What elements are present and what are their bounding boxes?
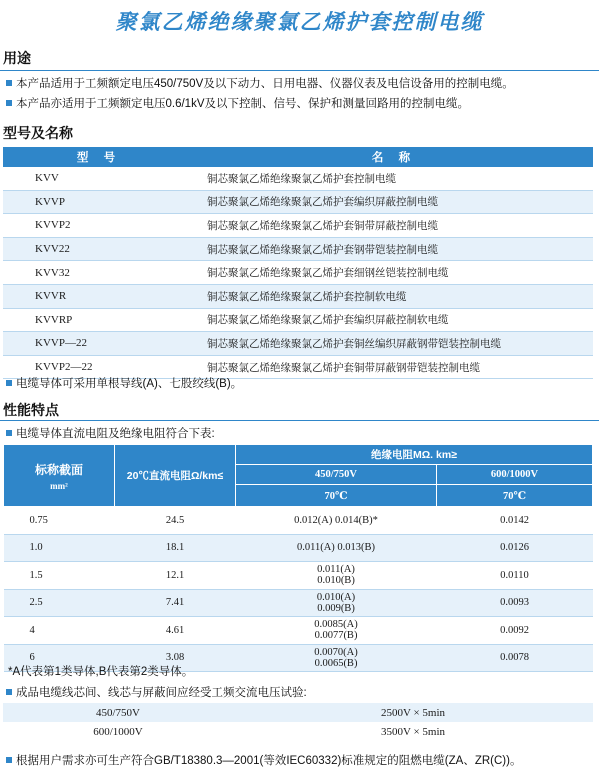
insulation-cell-600: 0.0126 bbox=[437, 534, 593, 562]
section-cell: 1.5 bbox=[4, 562, 115, 590]
insulation-value: 0.009(B) bbox=[317, 602, 355, 614]
temp-header-2: 70℃ bbox=[437, 485, 593, 507]
model-table bbox=[3, 147, 593, 379]
insulation-value: 0.010(B) bbox=[317, 575, 355, 587]
insulation-cell-600: 0.0093 bbox=[437, 589, 593, 617]
name-cell: 铜芯聚氯乙烯绝缘聚氯乙烯护套钢带铠装控制电缆 bbox=[195, 237, 593, 261]
name-cell: 铜芯聚氯乙烯绝缘聚氯乙烯护套编织屏蔽控制电缆 bbox=[195, 190, 593, 214]
section-header bbox=[4, 445, 115, 507]
performance-intro-text: 电缆导体直流电阻及绝缘电阻符合下表: bbox=[16, 428, 215, 440]
section-header-label: 标称截面 bbox=[34, 462, 83, 477]
insulation-value: 0.010(A) bbox=[316, 591, 356, 603]
insulation-cell-450 bbox=[236, 644, 437, 672]
model-cell: KVVRP bbox=[3, 308, 195, 332]
section-cell: 1.0 bbox=[4, 534, 115, 562]
square-bullet-icon bbox=[6, 80, 12, 86]
rated-voltage-cell: 600/1000V bbox=[93, 725, 143, 738]
test-voltage-cell: 2500V × 5min bbox=[233, 703, 593, 722]
performance-intro bbox=[6, 425, 215, 441]
insulation-header: 绝缘电阻MΩ. km≥ bbox=[236, 445, 593, 465]
usage-heading: 用途 bbox=[3, 50, 31, 66]
temp-header-1: 70℃ bbox=[236, 485, 437, 507]
page-title: 聚氯乙烯绝缘聚氯乙烯护套控制电缆 bbox=[115, 11, 484, 34]
table-row bbox=[3, 722, 593, 741]
name-column-header: 名 称 bbox=[195, 147, 593, 167]
voltage-intro-text: 成品电缆线芯间、线芯与屏蔽间应经受工频交流电压试验: bbox=[16, 687, 307, 699]
conductor-note bbox=[6, 375, 242, 391]
square-bullet-icon bbox=[6, 689, 12, 695]
section-cell: 2.5 bbox=[4, 589, 115, 617]
insulation-value: 0.0065(B) bbox=[314, 657, 358, 669]
model-cell: KVV22 bbox=[3, 237, 195, 261]
performance-rule bbox=[0, 420, 599, 421]
square-bullet-icon bbox=[6, 100, 12, 106]
usage-item bbox=[6, 95, 469, 111]
insulation-cell-450 bbox=[236, 534, 437, 562]
dc-cell: 3.08 bbox=[115, 644, 236, 672]
table-row bbox=[3, 703, 593, 722]
table-row bbox=[4, 617, 593, 645]
insulation-cell-600: 0.0092 bbox=[437, 617, 593, 645]
insulation-value: 0.0077(B) bbox=[314, 630, 358, 642]
table-row bbox=[4, 562, 593, 590]
insulation-cell-450 bbox=[236, 617, 437, 645]
voltage-600-header: 600/1000V bbox=[437, 465, 593, 485]
model-cell: KVV32 bbox=[3, 261, 195, 285]
voltage-intro bbox=[6, 684, 307, 700]
test-voltage-cell: 3500V × 5min bbox=[380, 725, 446, 738]
resistance-table bbox=[3, 444, 593, 672]
dc-resistance-header: 20℃直流电阻Ω/km≤ bbox=[115, 445, 236, 507]
usage-item-text: 本产品适用于工频额定电压450/750V及以下动力、日用电器、仪器仪表及电信设备用的控制电缆。 bbox=[16, 78, 514, 90]
table-row bbox=[3, 237, 593, 261]
insulation-value: 0.0085(A) bbox=[314, 619, 358, 631]
insulation-cell-450 bbox=[236, 507, 437, 535]
closing-note-text: 根据用户需求亦可生产符合GB/T18380.3—2001(等效IEC60332)标准规定的阻燃电缆(ZA、ZR(C))。 bbox=[16, 755, 522, 767]
dc-cell: 7.41 bbox=[115, 589, 236, 617]
insulation-cell-600: 0.0142 bbox=[437, 507, 593, 535]
model-cell: KVVP2 bbox=[3, 214, 195, 238]
performance-heading: 性能特点 bbox=[3, 402, 59, 418]
table-row bbox=[3, 261, 593, 285]
table-row bbox=[3, 167, 593, 190]
table-row bbox=[3, 214, 593, 238]
model-cell: KVVP2—22 bbox=[3, 355, 195, 379]
usage-item bbox=[6, 75, 514, 91]
voltage-450-header: 450/750V bbox=[236, 465, 437, 485]
dc-cell: 4.61 bbox=[115, 617, 236, 645]
name-cell: 铜芯聚氯乙烯绝缘聚氯乙烯护套编织屏蔽控制软电缆 bbox=[195, 308, 593, 332]
insulation-value: 0.0070(A) bbox=[314, 646, 358, 658]
name-cell: 铜芯聚氯乙烯绝缘聚氯乙烯护套细钢丝铠装控制电缆 bbox=[195, 261, 593, 285]
model-cell: KVVP bbox=[3, 190, 195, 214]
insulation-value: 0.011(A) bbox=[317, 564, 355, 576]
voltage-test-table bbox=[3, 703, 593, 741]
name-cell: 铜芯聚氯乙烯绝缘聚氯乙烯护套控制软电缆 bbox=[195, 284, 593, 308]
table-row bbox=[3, 332, 593, 356]
name-cell: 铜芯聚氯乙烯绝缘聚氯乙烯护套铜丝编织屏蔽钢带铠装控制电缆 bbox=[195, 332, 593, 356]
name-cell: 铜芯聚氯乙烯绝缘聚氯乙烯护套铜带屏蔽钢带铠装控制电缆 bbox=[195, 355, 593, 379]
square-bullet-icon bbox=[6, 757, 12, 763]
square-bullet-icon bbox=[6, 380, 12, 386]
insulation-cell-600: 0.0110 bbox=[437, 562, 593, 590]
section-cell: 6 bbox=[4, 644, 115, 672]
usage-item-text: 本产品亦适用于工频额定电压0.6/1kV及以下控制、信号、保护和测量回路用的控制电缆。 bbox=[16, 98, 469, 110]
insulation-value: 0.012(A) 0.014(B)* bbox=[294, 514, 378, 526]
conductor-note-text: 电缆导体可采用单根导线(A)、七股绞线(B)。 bbox=[16, 378, 243, 390]
insulation-cell-450 bbox=[236, 562, 437, 590]
name-cell: 铜芯聚氯乙烯绝缘聚氯乙烯护套铜带屏蔽控制电缆 bbox=[195, 214, 593, 238]
model-cell: KVVR bbox=[3, 284, 195, 308]
rated-voltage-cell: 450/750V bbox=[3, 703, 233, 722]
model-cell: KVV bbox=[3, 167, 195, 190]
name-cell: 铜芯聚氯乙烯绝缘聚氯乙烯护套控制电缆 bbox=[195, 167, 593, 190]
table-row bbox=[4, 589, 593, 617]
dc-cell: 12.1 bbox=[115, 562, 236, 590]
table-row bbox=[3, 284, 593, 308]
table-row bbox=[4, 507, 593, 535]
dc-cell: 18.1 bbox=[115, 534, 236, 562]
insulation-cell-450 bbox=[236, 589, 437, 617]
model-cell: KVVP—22 bbox=[3, 332, 195, 356]
dc-cell: 24.5 bbox=[115, 507, 236, 535]
model-column-header: 型 号 bbox=[3, 147, 195, 167]
table-row bbox=[4, 534, 593, 562]
insulation-cell-600: 0.0078 bbox=[437, 644, 593, 672]
table-row bbox=[3, 190, 593, 214]
models-heading: 型号及名称 bbox=[3, 125, 73, 141]
section-cell: 4 bbox=[4, 617, 115, 645]
section-header-unit: mm² bbox=[50, 480, 68, 491]
footnote: *A代表第1类导体,B代表第2类导体。 bbox=[8, 666, 194, 678]
table-row bbox=[3, 308, 593, 332]
closing-note bbox=[6, 752, 521, 768]
insulation-value: 0.011(A) 0.013(B) bbox=[296, 542, 376, 554]
usage-rule bbox=[0, 70, 599, 71]
square-bullet-icon bbox=[6, 430, 12, 436]
section-cell: 0.75 bbox=[4, 507, 115, 535]
